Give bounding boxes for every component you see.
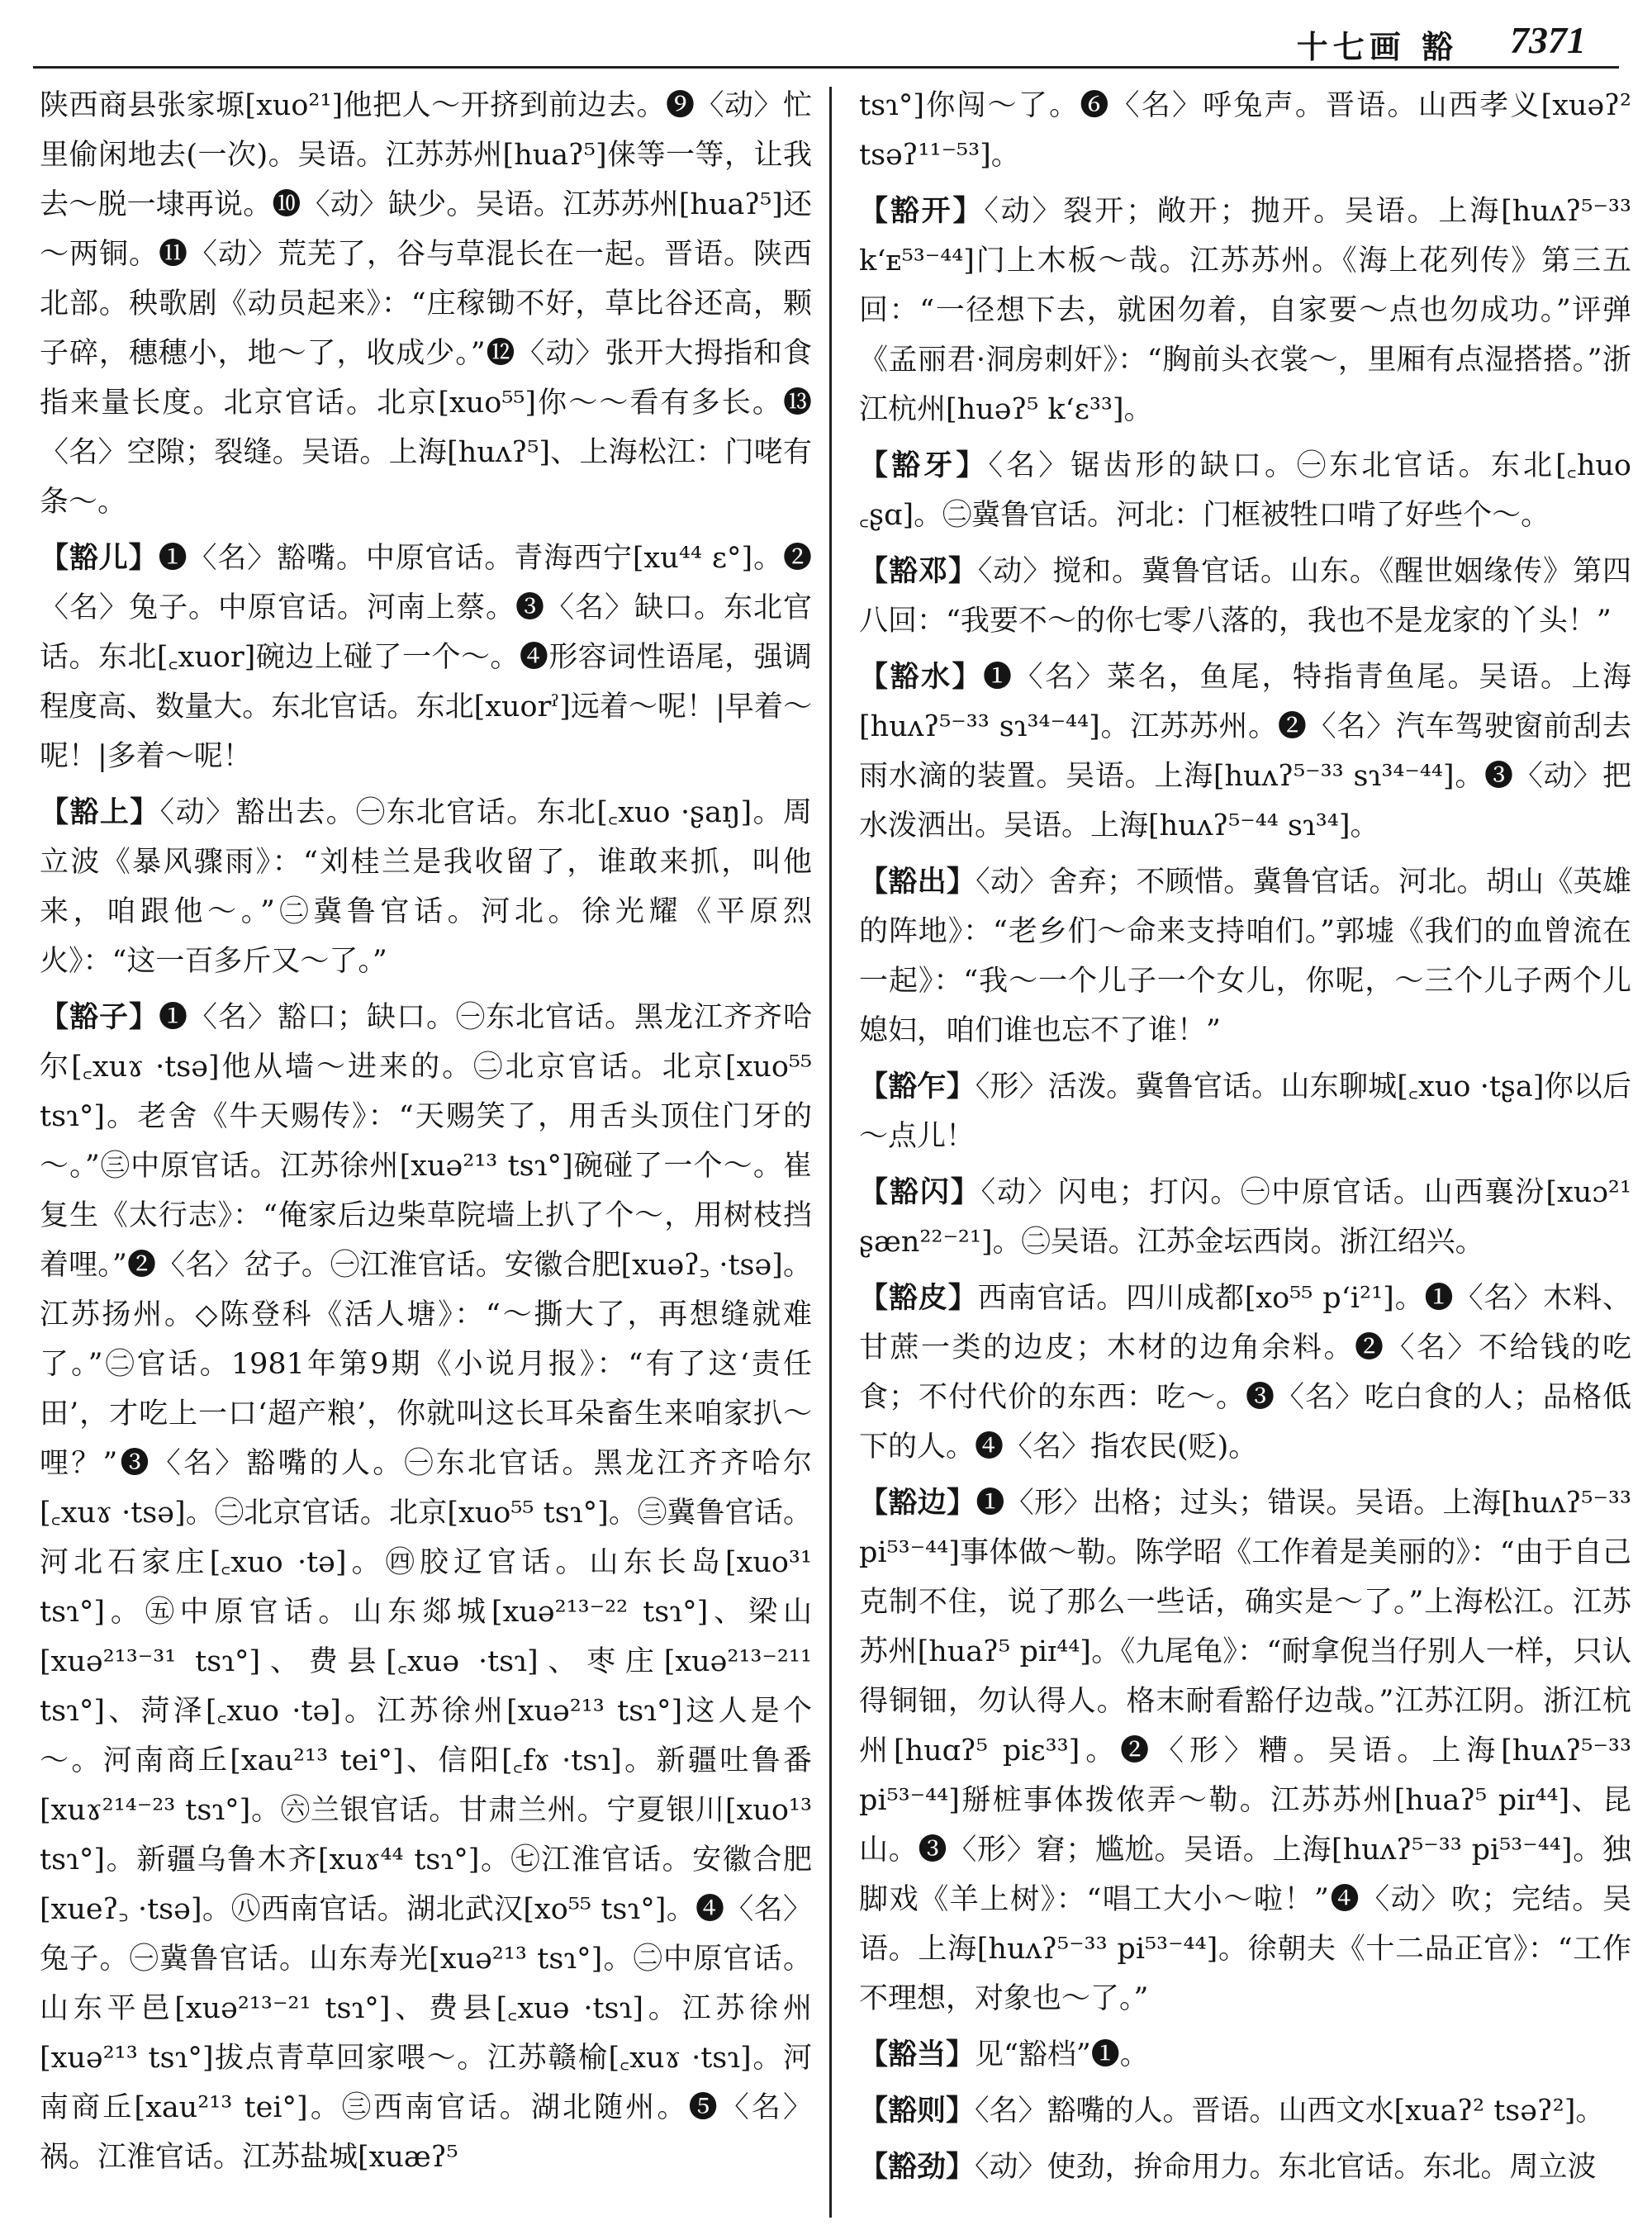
dictionary-entry — [859, 441, 1631, 540]
entry-text: ❶〈名〉菜名，鱼尾，特指青鱼尾。吴语。上海[huʌʔ⁵⁻³³ sɿ³⁴⁻⁴⁴]。江苏苏州。❷〈名〉汽车驾驶窗前刮去雨水滴的装置。吴语。上海[huʌʔ⁵⁻³³ sɿ³⁴⁻⁴⁴]。❸〈动〉把水泼洒出。吴语。上海[huʌʔ⁵⁻⁴⁴ sɿ³⁴]。 — [859, 661, 1631, 842]
header-rule — [33, 66, 1619, 69]
dictionary-entry — [859, 1168, 1631, 1267]
entry-text: 〈动〉豁出去。㊀东北官话。东北[꜀xuo ·ʂaŋ]。周立波《暴风骤雨》：“刘桂兰是我收留了，谁敢来抓，叫他来，咱跟他～。”㊁冀鲁官话。河北。徐光耀《平原烈火》：“这一百多斤又～了。” — [40, 796, 812, 978]
entry-text: 〈名〉豁嘴的人。晋语。山西文水[xuaʔ² tsəʔ²]。 — [975, 2095, 1605, 2128]
dictionary-entry — [859, 1062, 1631, 1161]
headword: 【豁上】 — [40, 795, 160, 829]
entry-text: 〈动〉使劲，拚命用力。东北官话。东北。周立波 — [975, 2151, 1597, 2184]
headword: 【豁劲】 — [859, 2150, 976, 2184]
dictionary-entry — [40, 534, 812, 781]
headword: 【豁子】 — [40, 1000, 159, 1034]
entry-text: 〈形〉活泼。冀鲁官话。山东聊城[꜀xuo ·tʂa]你以后～点儿！ — [859, 1070, 1631, 1153]
continued-entry — [859, 81, 1631, 180]
entry-text: 〈名〉锯齿形的缺口。㊀东北官话。东北[꜀huo ꜀ʂɑ]。㊁冀鲁官话。河北：门框被牲口啃了好些个～。 — [859, 449, 1631, 532]
dictionary-entry — [859, 2142, 1631, 2192]
headword: 【豁水】 — [859, 660, 983, 694]
running-title: 十七画 豁 — [1296, 28, 1458, 65]
dictionary-entry — [859, 1274, 1631, 1472]
dictionary-entry — [40, 993, 812, 2182]
dictionary-entry — [859, 547, 1631, 646]
headword: 【豁出】 — [859, 865, 976, 899]
entry-text: 陕西商县张家塬[xuo²¹]他把人～开挤到前边去。❾〈动〉忙里偷闲地去(一次)。吴语。江苏苏州[huaʔ⁵]俫等一等，让我去～脱一埭再说。❿〈动〉缺少。吴语。江苏苏州[huaʔ⁵]还～两铜。⓫〈动〉荒芜了，谷与草混长在一起。晋语。陕西北部。秧歌剧《动员起来》：“庄稼锄不好，草比谷还高，颗子碎，穗穗小，地～了，收成少。”⓬〈动〉张开大拇指和食指来量长度。北京官话。北京[xuo⁵⁵]你～～看有多长。⓭〈名〉空隙；裂缝。吴语。上海[huʌʔ⁵]、上海松江：门咾有条～。 — [40, 89, 812, 519]
headword: 【豁儿】 — [40, 541, 159, 575]
headword: 【豁牙】 — [859, 448, 989, 482]
column-divider — [829, 87, 832, 2218]
entry-text: ❶〈形〉出格；过头；错误。吴语。上海[huʌʔ⁵⁻³³ pi⁵³⁻⁴⁴]事体做～勒。陈学昭《工作着是美丽的》：“由于自己克制不住，说了那么一些话，确实是～了。”上海松江。江苏苏州[huaʔ⁵ piɪ⁴⁴]。《九尾龟》：“耐拿倪当仔别人一样，只认得铜钿，勿认得人。格末耐看豁仔边哉。”江苏江阴。浙江杭州[huɑʔ⁵ piɛ³³]。❷〈形〉糟。吴语。上海[huʌʔ⁵⁻³³ pi⁵³⁻⁴⁴]掰桩事体拨侬弄～勒。江苏苏州[huaʔ⁵ piɪ⁴⁴]、昆山。❸〈形〉窘；尴尬。吴语。上海[huʌʔ⁵⁻³³ pi⁵³⁻⁴⁴]。独脚戏《羊上树》：“唱工大小～啦！”❹〈动〉吹；完结。吴语。上海[huʌʔ⁵⁻³³ pi⁵³⁻⁴⁴]。徐朝夫《十二品正官》：“工作不理想，对象也～了。” — [859, 1487, 1631, 2015]
dictionary-entry — [859, 2086, 1631, 2136]
headword: 【豁皮】 — [859, 1281, 978, 1315]
entry-text: 〈动〉搅和。冀鲁官话。山东。《醒世姻缘传》第四八回：“我要不～的你七零八落的，我也不是龙家的丫头！” — [859, 555, 1631, 638]
entry-text: 见“豁档”❶。 — [975, 2038, 1149, 2071]
continued-entry — [40, 81, 812, 527]
headword: 【豁当】 — [859, 2038, 976, 2071]
entry-text: 〈动〉闪电；打闪。㊀中原官话。山西襄汾[xuɔ²¹ ʂæn²²⁻²¹]。㊁吴语。江苏金坛西岗。浙江绍兴。 — [859, 1176, 1631, 1259]
entry-text: ❶〈名〉豁口；缺口。㊀东北官话。黑龙江齐齐哈尔[꜀xuɤ ·tsə]他从墙～进来的。㊁北京官话。北京[xuo⁵⁵ tsɿ°]。老舍《牛天赐传》：“天赐笑了，用舌头顶住门牙的～。”㊂中原官话。江苏徐州[xuə²¹³ tsɿ°]碗碰了一个～。崔复生《太行志》：“俺家后边柴草院墙上扒了个～，用树枝挡着哩。”❷〈名〉岔子。㊀江淮官话。安徽合肥[xuəʔ꜆ ·tsə]。江苏扬州。◇陈登科《活人塘》：“～撕大了，再想缝就难了。”㊁官话。1981年第9期《小说月报》：“有了这‘责任田’，才吃上一口‘超产粮’，你就叫这长耳朵畜生来咱家扒～哩？”❸〈名〉豁嘴的人。㊀东北官话。黑龙江齐齐哈尔[꜀xuɤ ·tsə]。㊁北京官话。北京[xuo⁵⁵ tsɿ°]。㊂冀鲁官话。河北石家庄[꜀xuo ·tə]。㊃胶辽官话。山东长岛[xuo³¹ tsɿ°]。㊄中原官话。山东郯城[xuə²¹³⁻²² tsɿ°]、梁山[xuə²¹³⁻³¹ tsɿ°]、费县[꜀xuə ·tsɿ]、枣庄[xuə²¹³⁻²¹¹ tsɿ°]、菏泽[꜀xuo ·tə]。江苏徐州[xuə²¹³ tsɿ°]这人是个～。河南商丘[xau²¹³ tei°]、信阳[꜀fɤ ·tsɿ]。新疆吐鲁番[xuɤ²¹⁴⁻²³ tsɿ°]。㊅兰银官话。甘肃兰州。宁夏银川[xuo¹³ tsɿ°]。新疆乌鲁木齐[xuɤ⁴⁴ tsɿ°]。㊆江淮官话。安徽合肥[xueʔ꜆ ·tsə]。㊇西南官话。湖北武汉[xo⁵⁵ tsɿ°]。❹〈名〉兔子。㊀冀鲁官话。山东寿光[xuə²¹³ tsɿ°]。㊁中原官话。山东平邑[xuə²¹³⁻²¹ tsɿ°]、费县[꜀xuə ·tsɿ]。江苏徐州[xuə²¹³ tsɿ°]拔点青草回家喂～。江苏赣榆[꜀xuɤ ·tsɿ]。河南商丘[xau²¹³ tei°]。㊂西南官话。湖北随州。❺〈名〉祸。江淮官话。江苏盐城[xuæʔ⁵ — [40, 1001, 812, 2174]
headword: 【豁闪】 — [859, 1175, 981, 1209]
headword: 【豁邓】 — [859, 554, 978, 588]
entry-text: tsɿ°]你闯～了。❻〈名〉呼兔声。晋语。山西孝义[xuəʔ² tsəʔ¹¹⁻⁵³]。 — [859, 89, 1631, 172]
dictionary-entry — [859, 187, 1631, 434]
headword: 【豁边】 — [859, 1486, 976, 1520]
left-column — [40, 81, 812, 2227]
entry-text: 西南官话。四川成都[xo⁵⁵ pʻi²¹]。❶〈名〉木料、甘蔗一类的边皮；木材的边角余料。❷〈名〉不给钱的吃食；不付代价的东西：吃～。❸〈名〉吃白食的人；品格低下的人。❹〈名〉指农民(贬)。 — [859, 1282, 1631, 1464]
dictionary-entry — [859, 1478, 1631, 2024]
entry-text: 〈动〉舍弃；不顾惜。冀鲁官话。河北。胡山《英雄的阵地》：“老乡们～命来支持咱们。”郭墟《我们的血曾流在一起》：“我～一个儿子一个女儿，你呢，～三个儿子两个儿媳妇，咱们谁也忘不了谁！” — [859, 866, 1631, 1047]
page-header — [0, 17, 1652, 63]
headword: 【豁开】 — [859, 194, 985, 228]
dictionary-entry — [40, 788, 812, 986]
entry-text: 〈动〉裂开；敞开；抛开。吴语。上海[huʌʔ⁵⁻³³ kʻᴇ⁵³⁻⁴⁴]门上木板～哉。江苏苏州。《海上花列传》第三五回：“一径想下去，就困勿着，自家要～点也勿成功。”评弹《孟丽君·洞房刺奸》：“胸前头衣裳～，里厢有点湿搭搭。”浙江杭州[huəʔ⁵ kʻɛ³³]。 — [859, 195, 1631, 426]
entry-text: ❶〈名〉豁嘴。中原官话。青海西宁[xu⁴⁴ ɛ°]。❷〈名〉兔子。中原官话。河南上蔡。❸〈名〉缺口。东北官话。东北[꜀xuor]碗边上碰了一个～。❹形容词性语尾，强调程度高、数量大。东北官话。东北[xuorˀ]远着～呢！|早着～呢！|多着～呢！ — [40, 542, 812, 773]
page-number: 7371 — [1510, 19, 1586, 61]
dictionary-entry — [859, 857, 1631, 1056]
headword: 【豁则】 — [859, 2094, 976, 2128]
headword: 【豁乍】 — [859, 1070, 976, 1103]
dictionary-entry — [859, 652, 1631, 851]
right-column — [859, 81, 1631, 2227]
dictionary-entry — [859, 2030, 1631, 2080]
